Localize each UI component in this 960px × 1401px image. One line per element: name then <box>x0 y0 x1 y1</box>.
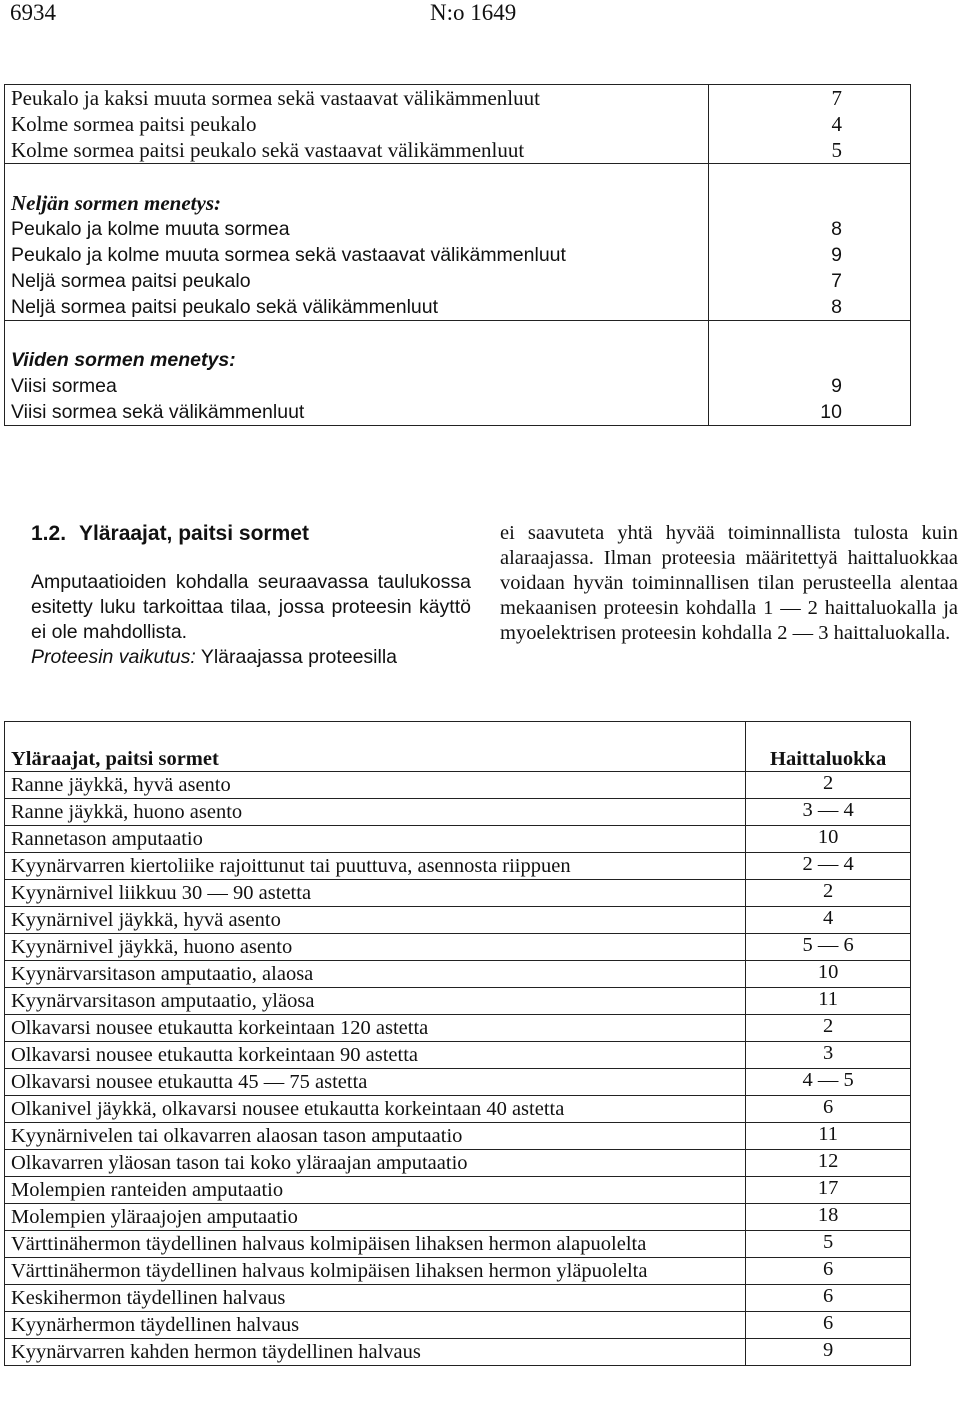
row-value: 11 <box>746 1123 911 1150</box>
row-label: Rannetason amputaatio <box>5 826 746 853</box>
section-title <box>31 521 309 547</box>
right-column-text <box>500 521 958 646</box>
table-row <box>5 1285 911 1312</box>
table-row <box>5 1123 911 1150</box>
column-header-value: Haittaluokka <box>746 722 911 772</box>
row-label: Olkavarsi nousee etukautta korkeintaan 90 astetta <box>5 1042 746 1069</box>
table-row <box>5 1042 911 1069</box>
paragraph: ei saavuteta yhtä hyvää toiminnallista tulosta kuin alaraajassa. Ilman proteesia määritettyä haittaluokkaa voidaan hyvän toiminnallisen tilan perusteella alentaa mekaanisen proteesin kohdalla 1 — 2 haittaluokalla ja myoelektrisen proteesin kohdalla 2 — 3 haittaluokalla. <box>500 522 958 644</box>
row-label: Kyynärvarren kiertoliike rajoittunut tai puuttuva, asennosta riippuen <box>5 853 746 880</box>
row-label: Kyynärvarsitason amputaatio, yläosa <box>5 988 746 1015</box>
row-value: 4 <box>831 112 842 136</box>
row-value: 10 <box>746 826 911 853</box>
row-label: Molempien ranteiden amputaatio <box>5 1177 746 1204</box>
row-label: Ranne jäykkä, huono asento <box>5 799 746 826</box>
table-row <box>5 1312 911 1339</box>
row-value: 7 <box>831 86 842 110</box>
row-label: Peukalo ja kolme muuta sormea sekä vastaavat välikämmenluut <box>11 244 566 266</box>
group-heading: Neljän sormen menetys: <box>11 191 221 215</box>
row-value: 5 <box>746 1231 911 1258</box>
table-row <box>5 1204 911 1231</box>
table-row <box>5 880 911 907</box>
paragraph: Proteesin vaikutus: Yläraajassa proteesilla <box>31 646 398 668</box>
row-value: 12 <box>746 1150 911 1177</box>
paragraph: Amputaatioiden kohdalla seuraavassa taulukossa esitetty luku tarkoittaa tilaa, jossa proteesin käyttö ei ole mahdollista. <box>31 571 471 643</box>
table-row <box>5 961 911 988</box>
table-row <box>5 321 911 426</box>
table-row <box>5 826 911 853</box>
table-row <box>5 799 911 826</box>
table-row <box>5 907 911 934</box>
table-row <box>5 1339 911 1366</box>
row-value: 10 <box>746 961 911 988</box>
table-row <box>5 1150 911 1177</box>
row-label: Ranne jäykkä, hyvä asento <box>5 772 746 799</box>
row-value: 2 <box>746 1015 911 1042</box>
table-row <box>5 853 911 880</box>
row-value: 3 <box>746 1042 911 1069</box>
document-number: N:o 1649 <box>430 0 517 25</box>
table-row <box>5 1069 911 1096</box>
row-label: Viisi sormea sekä välikämmenluut <box>11 401 305 423</box>
row-value: 8 <box>831 218 842 240</box>
row-label: Kolme sormea paitsi peukalo sekä vastaavat välikämmenluut <box>11 138 525 162</box>
row-label: Keskihermon täydellinen halvaus <box>5 1285 746 1312</box>
row-label: Peukalo ja kolme muuta sormea <box>11 218 290 240</box>
column-header-label: Yläraajat, paitsi sormet <box>5 722 746 772</box>
row-label: Olkavarsi nousee etukautta 45 — 75 astetta <box>5 1069 746 1096</box>
upper-limb-table <box>4 721 911 1366</box>
table-row <box>5 1258 911 1285</box>
section-number: 1.2. <box>31 522 67 545</box>
table-row <box>5 1015 911 1042</box>
row-value: 2 <box>746 880 911 907</box>
section-heading: Yläraajat, paitsi sormet <box>79 522 309 545</box>
row-value: 18 <box>746 1204 911 1231</box>
table-row <box>5 1231 911 1258</box>
table-row <box>5 164 911 321</box>
row-value: 9 <box>831 244 842 266</box>
inline-label: Proteesin vaikutus: <box>31 646 196 668</box>
table-row <box>5 1177 911 1204</box>
row-label: Molempien yläraajojen amputaatio <box>5 1204 746 1231</box>
row-label: Kyynärvarsitason amputaatio, alaosa <box>5 961 746 988</box>
group-heading: Viiden sormen menetys: <box>11 349 236 371</box>
row-label: Viisi sormea <box>11 375 117 397</box>
row-label: Olkavarren yläosan tason tai koko yläraajan amputaatio <box>5 1150 746 1177</box>
row-label: Peukalo ja kaksi muuta sormea sekä vastaavat välikämmenluut <box>11 86 540 110</box>
row-value: 9 <box>831 375 842 397</box>
row-value: 2 <box>746 772 911 799</box>
row-value: 6 <box>746 1285 911 1312</box>
row-label: Olkanivel jäykkä, olkavarsi nousee etukautta korkeintaan 40 astetta <box>5 1096 746 1123</box>
row-label: Värttinähermon täydellinen halvaus kolmipäisen lihaksen hermon alapuolelta <box>5 1231 746 1258</box>
row-value: 9 <box>746 1339 911 1366</box>
table-row <box>5 1096 911 1123</box>
row-label: Kyynärnivel liikkuu 30 — 90 astetta <box>5 880 746 907</box>
row-label: Neljä sormea paitsi peukalo <box>11 270 251 292</box>
row-value: 6 <box>746 1096 911 1123</box>
row-value: 6 <box>746 1258 911 1285</box>
row-label: Kyynärnivelen tai olkavarren alaosan tason amputaatio <box>5 1123 746 1150</box>
row-value: 4 — 5 <box>746 1069 911 1096</box>
table-header-row <box>5 722 911 772</box>
page-number: 6934 <box>10 0 56 25</box>
table-row <box>5 772 911 799</box>
row-label: Kyynärnivel jäykkä, hyvä asento <box>5 907 746 934</box>
row-value: 5 <box>831 138 842 162</box>
row-label: Kolme sormea paitsi peukalo <box>11 112 257 136</box>
row-value: 11 <box>746 988 911 1015</box>
row-label: Olkavarsi nousee etukautta korkeintaan 120 astetta <box>5 1015 746 1042</box>
row-label: Kyynärhermon täydellinen halvaus <box>5 1312 746 1339</box>
finger-loss-table <box>4 84 911 426</box>
row-value: 10 <box>820 401 842 423</box>
row-label: Värttinähermon täydellinen halvaus kolmipäisen lihaksen hermon yläpuolelta <box>5 1258 746 1285</box>
left-column-text <box>31 570 471 670</box>
row-value: 2 — 4 <box>746 853 911 880</box>
row-value: 7 <box>831 270 842 292</box>
row-value: 6 <box>746 1312 911 1339</box>
row-value: 4 <box>746 907 911 934</box>
row-value: 3 — 4 <box>746 799 911 826</box>
row-label: Kyynärvarren kahden hermon täydellinen halvaus <box>5 1339 746 1366</box>
row-value: 8 <box>831 296 842 318</box>
row-label: Kyynärnivel jäykkä, huono asento <box>5 934 746 961</box>
table-row <box>5 934 911 961</box>
table-row <box>5 85 911 164</box>
row-label: Neljä sormea paitsi peukalo sekä välikämmenluut <box>11 296 439 318</box>
table-row <box>5 988 911 1015</box>
row-value: 17 <box>746 1177 911 1204</box>
row-value: 5 — 6 <box>746 934 911 961</box>
